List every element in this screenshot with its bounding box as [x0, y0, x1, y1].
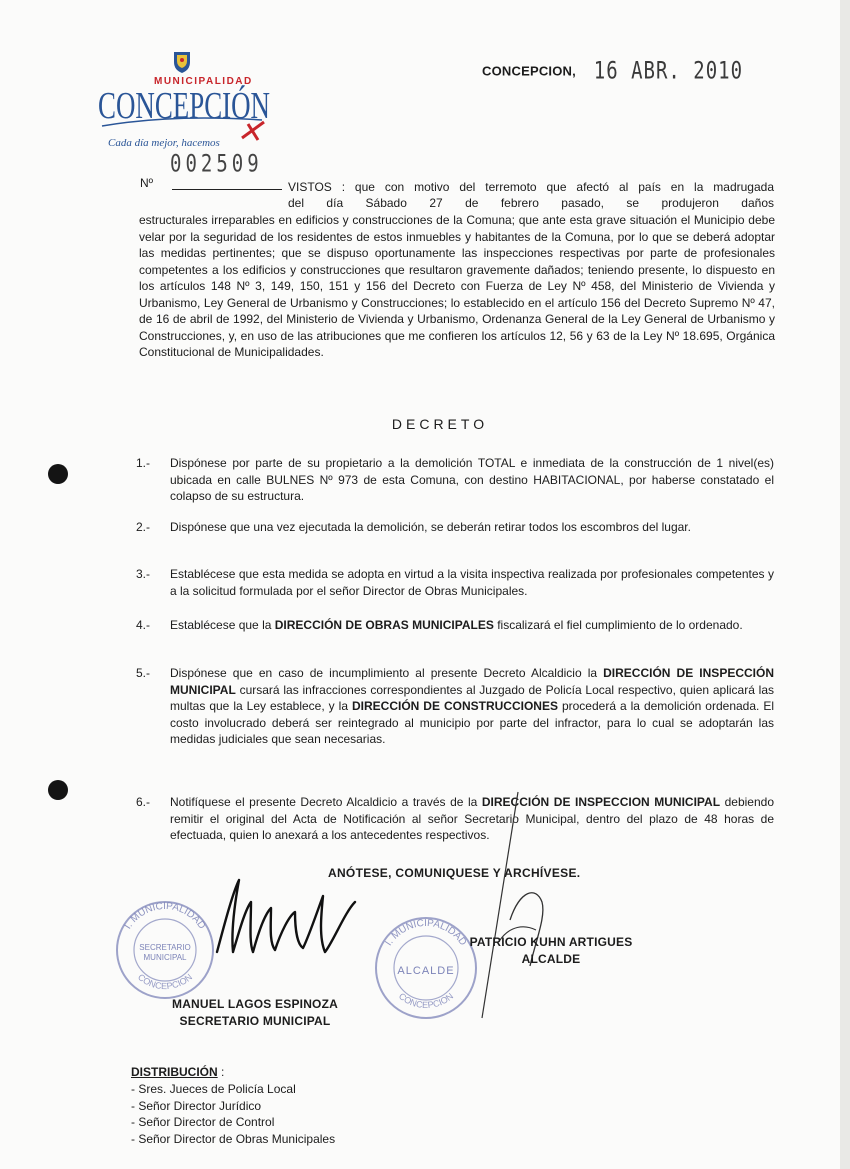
- coat-of-arms-icon: [174, 52, 190, 73]
- city-label: CONCEPCION,: [482, 63, 576, 79]
- secretary-stamp-icon: [110, 898, 220, 1002]
- logo-municipality-label: MUNICIPALIDAD: [154, 76, 253, 87]
- punch-hole-icon: [48, 780, 68, 800]
- decree-title: DECRETO: [391, 416, 489, 432]
- bold-office-name: DIRECCIÓN DE CONSTRUCCIONES: [351, 699, 558, 713]
- secretary-title: SECRETARIO MUNICIPAL: [179, 1013, 331, 1028]
- mayor-signature-block: [446, 934, 656, 967]
- item-number: 5.-: [136, 666, 151, 680]
- distribution-title: DISTRIBUCIÓN: [131, 1065, 218, 1079]
- distribution-item: - Señor Director Jurídico: [131, 1098, 262, 1113]
- municipality-logo: [92, 48, 282, 158]
- bold-office-name: DIRECCIÓN DE INSPECCION MUNICIPAL: [481, 795, 721, 809]
- item-number: 1.-: [136, 456, 151, 470]
- decree-number-stamp: 002509: [170, 150, 263, 178]
- mayor-name: PATRICIO KUHN ARTIGUES: [469, 935, 633, 949]
- item-text: Notifíquese el presente Decreto Alcaldicio a través de la DIRECCIÓN DE INSPECCION MUNICIPAL debiendo remitir el original del Acta de Notificación al señor Secretario Municipal, dentro del plazo de 48 horas de efectuada, quien lo anexará a los antecedentes respectivos.: [170, 795, 774, 842]
- secretary-name: MANUEL LAGOS ESPINOZA: [172, 997, 338, 1011]
- bold-office-name: DIRECCIÓN DE INSPECCIÓN MUNICIPAL: [170, 666, 774, 697]
- logo-city-wordmark: CONCEPCIÓN: [98, 85, 270, 127]
- logo-emblem: [92, 48, 282, 158]
- svg-text:I. MUNICIPALIDAD: I. MUNICIPALIDAD: [383, 917, 469, 948]
- item-text: Dispónese por parte de su propietario a la demolición TOTAL e inmediata de la construcción de 1 nivel(es) ubicada en calle BULNES Nº 973 de esta Comuna, con destino HABITACIONAL, por haberse constatado el colapso de su estructura.: [170, 456, 774, 503]
- vistos-line-2: del día Sábado 27 de febrero pasado, se produjeron daños: [288, 196, 774, 210]
- secretary-signature-block: [150, 996, 360, 1029]
- item-number: 4.-: [136, 618, 151, 632]
- svg-text:CONCEPCION: CONCEPCION: [396, 990, 456, 1011]
- vistos-line-1: VISTOS : que con motivo del terremoto que afectó al país en la madrugada: [288, 180, 774, 194]
- svg-text:MUNICIPAL: MUNICIPAL: [143, 953, 187, 962]
- decree-number-underline: [172, 189, 282, 190]
- punch-hole-icon: [48, 464, 68, 484]
- item-number: 6.-: [136, 795, 151, 809]
- item-text: Establécese que esta medida se adopta en virtud a la visita inspectiva realizada por profesionales competentes y a la solicitud formulada por el señor Director de Obras Municipales.: [170, 567, 774, 598]
- decree-number-label: Nº: [140, 176, 154, 190]
- city-date-line: [482, 57, 744, 85]
- vistos-body: estructurales irreparables en edificios y construcciones de la Comuna; que ante esta grave situación el Municipio debe velar por la seguridad de los residentes de estos inmuebles y habitantes de la Comuna, por lo que se deberá adoptar las medidas pertinentes; que se dispuso oportunamente las inspecciones respectivas por parte de profesionales competentes a los edificios y construcciones que resultaron gravemente dañados; teniendo presente, lo dispuesto en los artículos 148 Nº 3, 149, 150, 151 y 156 del Decreto con Fuerza de Ley Nº 458, del Ministerio de Vivienda y Urbanismo, Ley General de Urbanismo y Construcciones; lo establecido en el artículo 156 del Decreto Supremo Nº 47, de 16 de abril de 1992, del Ministerio de Vivienda y Urbanismo, Ordenanza General de la Ley General de Urbanismo y Construcciones, y, en uso de las atribuciones que me confieren los artículos 12, 56 y 63 de la Ley Nº 18.695, Orgánica Constitucional de Municipalidades.: [139, 213, 775, 359]
- item-text: Establécese que la DIRECCIÓN DE OBRAS MUNICIPALES fiscalizará el fiel cumplimiento de lo ordenado.: [170, 618, 743, 632]
- logo-tagline: Cada día mejor, hacemos: [108, 137, 220, 149]
- mayor-title: ALCALDE: [521, 951, 581, 966]
- svg-text:ALCALDE: ALCALDE: [397, 965, 455, 977]
- item-text: Dispónese que una vez ejecutada la demolición, se deberán retirar todos los escombros del lugar.: [170, 520, 691, 534]
- bold-office-name: DIRECCIÓN DE OBRAS MUNICIPALES: [274, 618, 494, 632]
- svg-text:SECRETARIO: SECRETARIO: [139, 943, 191, 952]
- closing-formula: ANÓTESE, COMUNIQUESE Y ARCHÍVESE.: [328, 866, 581, 880]
- secretary-signature: [205, 872, 365, 962]
- mayor-signature: [440, 790, 580, 1030]
- distribution-item: - Señor Director de Control: [131, 1115, 275, 1130]
- date-stamp: 16 ABR. 2010: [593, 57, 744, 85]
- svg-text:CONCEPCION: CONCEPCION: [135, 971, 195, 992]
- distribution-item: - Señor Director de Obras Municipales: [131, 1132, 336, 1147]
- item-text: Dispónese que en caso de incumplimiento al presente Decreto Alcaldicio la DIRECCIÓN DE INSPECCIÓN MUNICIPAL cursará las infracciones correspondientes al Juzgado de Policía Local respectivo, quien aplicará las multas que la Ley establece, y la DIRECCIÓN DE CONSTRUCCIONES procederá a la demolición ordenada. El costo involucrado deberá ser reintegrado al municipio por parte del infractor, para lo cual se adoptarán las medidas judiciales que sean necesarias.: [170, 666, 774, 746]
- distribution-list: DISTRIBUCIÓN : - Sres. Jueces de Policía Local - Señor Director Jurídico - Señor Director de Control - Señor Director de Obras Municipales: [131, 1065, 336, 1147]
- svg-text:I. MUNICIPALIDAD: I. MUNICIPALIDAD: [122, 900, 208, 932]
- distribution-item: - Sres. Jueces de Policía Local: [131, 1081, 296, 1096]
- item-number: 2.-: [136, 520, 151, 534]
- item-number: 3.-: [136, 567, 151, 581]
